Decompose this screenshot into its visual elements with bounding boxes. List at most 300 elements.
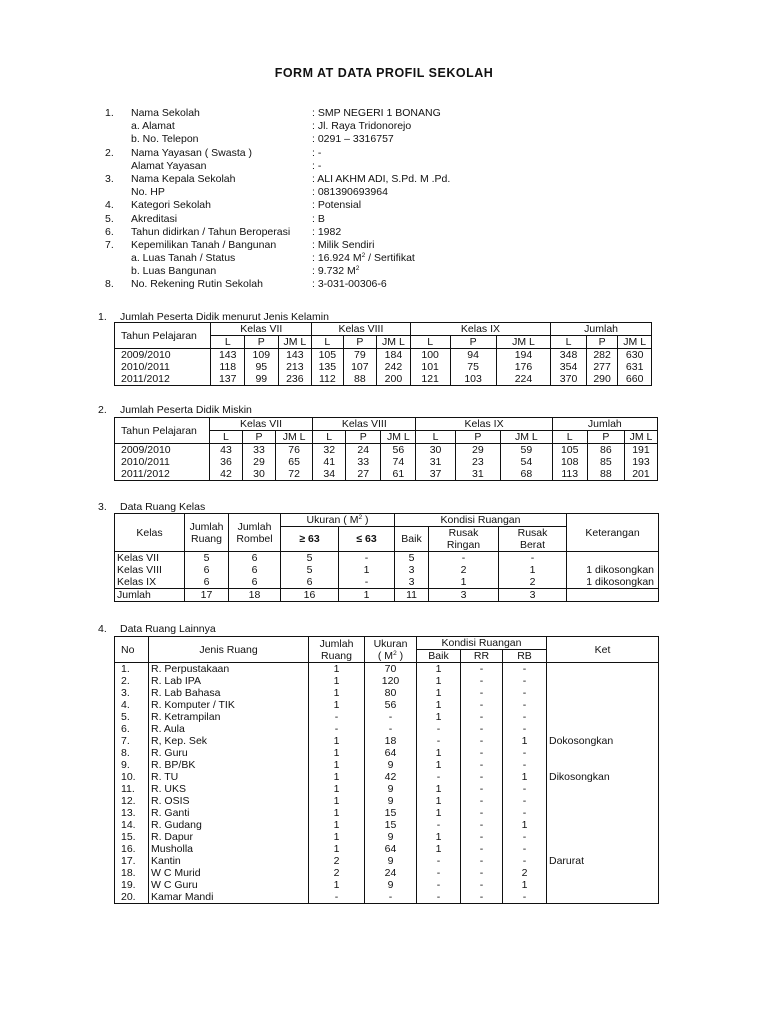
ket-header: Ket <box>547 637 659 663</box>
profile-value-text: : 9.732 M <box>312 265 356 278</box>
value-cell: 107 <box>343 361 377 373</box>
section-4-heading <box>98 623 216 635</box>
table-cell: R. Ketrampilan <box>149 711 309 723</box>
value-cell: 137 <box>211 373 245 386</box>
rusak-berat-header <box>499 527 567 552</box>
value-cell: 32 <box>313 444 346 457</box>
table-cell: 64 <box>365 747 417 759</box>
superscript: 2 <box>393 649 397 657</box>
table-cell: - <box>503 723 547 735</box>
value-cell: 135 <box>312 361 343 373</box>
section-title: Jumlah Peserta Didik Miskin <box>120 404 252 416</box>
table-cell: 5 <box>281 564 339 576</box>
table-cell: 18. <box>115 867 149 879</box>
table-cell: 16. <box>115 843 149 855</box>
table-cell: R. Komputer / TIK <box>149 699 309 711</box>
table-cell: 1 <box>503 879 547 891</box>
table-cell: 5 <box>395 552 429 565</box>
table-cell: 1 <box>417 747 461 759</box>
header-line: Ruang <box>191 532 222 545</box>
table-cell: - <box>339 576 395 589</box>
table-cell: 9 <box>365 831 417 843</box>
sub-header: P <box>455 431 500 444</box>
total-cell: 16 <box>281 589 339 602</box>
value-cell: 95 <box>245 361 279 373</box>
value-cell: 194 <box>496 349 551 362</box>
table-cell: - <box>365 723 417 735</box>
profile-value <box>312 160 321 173</box>
value-cell: 34 <box>313 468 346 481</box>
profile-number: 6. <box>105 225 114 238</box>
table-cell: - <box>365 891 417 904</box>
sub-header: JM L <box>624 431 657 444</box>
value-cell: 108 <box>552 456 587 468</box>
table-cell: - <box>461 747 503 759</box>
year-cell: 2010/2011 <box>115 361 211 373</box>
header-line: Jumlah <box>319 637 354 650</box>
profile-value-text: : 081390693964 <box>312 186 388 199</box>
profile-value-suffix: / Sertifikat <box>365 252 415 265</box>
value-cell: 184 <box>377 349 411 362</box>
sub-header: L <box>313 431 346 444</box>
value-cell: 24 <box>346 444 381 457</box>
profile-label: b. No. Telepon <box>131 133 199 146</box>
table-cell: 64 <box>365 843 417 855</box>
table-row <box>115 723 659 735</box>
table-cell <box>547 867 659 879</box>
table-cell: 1 dikosongkan <box>567 564 659 576</box>
table-cell: - <box>503 891 547 904</box>
group-header: Jumlah <box>552 418 657 431</box>
group-header: Kelas VII <box>211 323 312 336</box>
superscript: 2 <box>358 514 363 521</box>
value-cell: 75 <box>450 361 496 373</box>
table-cell: 15 <box>365 819 417 831</box>
sub-header: P <box>346 431 381 444</box>
value-cell: 236 <box>278 373 312 386</box>
table-cell: 1 <box>417 783 461 795</box>
value-cell: 121 <box>410 373 450 386</box>
table-cell: - <box>503 855 547 867</box>
table-cell: 1 <box>309 663 365 676</box>
table-cell: 2 <box>309 855 365 867</box>
table-cell <box>547 843 659 855</box>
table-cell: 9 <box>365 783 417 795</box>
group-header: Jumlah <box>551 323 652 336</box>
table-cell: - <box>461 711 503 723</box>
table-cell: - <box>461 663 503 676</box>
table-cell: 2. <box>115 675 149 687</box>
total-cell: 17 <box>185 589 229 602</box>
sub-header: P <box>245 336 279 349</box>
table-cell: 9 <box>365 855 417 867</box>
table-cell: Kelas VII <box>115 552 185 565</box>
value-cell: 68 <box>501 468 553 481</box>
table-row <box>115 699 659 711</box>
table-cell: - <box>417 855 461 867</box>
table-cell: 5. <box>115 711 149 723</box>
sub-header: JM L <box>278 336 312 349</box>
value-cell: 41 <box>313 456 346 468</box>
table-cell: 9 <box>365 879 417 891</box>
table-cell: Kelas VIII <box>115 564 185 576</box>
table-cell: Kelas IX <box>115 576 185 589</box>
table-cell: - <box>461 699 503 711</box>
profile-value <box>312 199 361 212</box>
superscript: 2 <box>361 252 366 260</box>
group-header: Kelas IX <box>410 323 551 336</box>
classroom-table <box>114 513 659 602</box>
table-cell: 17. <box>115 855 149 867</box>
profile-row <box>105 239 665 252</box>
table-cell: 1 <box>503 819 547 831</box>
table-cell: - <box>461 687 503 699</box>
value-cell: 31 <box>416 456 455 468</box>
table-cell: - <box>461 867 503 879</box>
table-cell: - <box>503 795 547 807</box>
group-header: Kelas VIII <box>313 418 416 431</box>
table-cell: 2 <box>309 867 365 879</box>
table-cell <box>547 687 659 699</box>
table-cell: Dokosongkan <box>547 735 659 747</box>
profile-value <box>312 239 374 252</box>
header-text: ) <box>396 649 404 662</box>
table-cell <box>567 552 659 565</box>
sub-header: P <box>242 431 275 444</box>
table-cell: 7. <box>115 735 149 747</box>
table-cell: 1. <box>115 663 149 676</box>
table-cell: - <box>503 843 547 855</box>
table-cell <box>547 747 659 759</box>
value-cell: 88 <box>343 373 377 386</box>
sub-header: JM L <box>381 431 416 444</box>
value-cell: 79 <box>343 349 377 362</box>
profile-value <box>312 265 359 278</box>
value-cell: 42 <box>209 468 242 481</box>
value-cell: 103 <box>450 373 496 386</box>
table-cell: - <box>503 747 547 759</box>
value-cell: 101 <box>410 361 450 373</box>
table-row <box>115 373 652 386</box>
table-cell: - <box>417 723 461 735</box>
value-cell: 30 <box>416 444 455 457</box>
table-cell: - <box>503 807 547 819</box>
table-cell: - <box>461 783 503 795</box>
table-cell: - <box>309 891 365 904</box>
table-row <box>115 759 659 771</box>
sub-header: JM L <box>377 336 411 349</box>
kelas-header: Kelas <box>115 514 185 552</box>
total-cell: 11 <box>395 589 429 602</box>
table-cell: 1 <box>309 819 365 831</box>
value-cell: 282 <box>586 349 617 362</box>
table-cell: 1 <box>417 807 461 819</box>
table-cell: 1 <box>417 687 461 699</box>
table-cell <box>547 891 659 904</box>
table-cell: 1 <box>309 879 365 891</box>
year-header: Tahun Pelajaran <box>115 418 210 444</box>
table-cell: 6 <box>229 552 281 565</box>
group-header: Kelas VIII <box>312 323 411 336</box>
table-row <box>115 468 658 481</box>
table-cell: - <box>461 831 503 843</box>
table-cell: R. Perpustakaan <box>149 663 309 676</box>
table-cell: Kantin <box>149 855 309 867</box>
table-row <box>115 831 659 843</box>
table-cell <box>547 831 659 843</box>
table-cell: 19. <box>115 879 149 891</box>
value-cell: 290 <box>586 373 617 386</box>
table-cell: - <box>461 759 503 771</box>
sub-header: L <box>312 336 343 349</box>
profile-value <box>312 226 341 239</box>
profile-value-text: : 1982 <box>312 225 342 238</box>
table-cell <box>547 699 659 711</box>
sub-header: L <box>209 431 242 444</box>
header-line: Jumlah <box>189 520 224 533</box>
table-cell: 1 <box>339 564 395 576</box>
table-cell: 1 <box>417 663 461 676</box>
table-cell: 1 <box>309 747 365 759</box>
sub-header: JM L <box>618 336 652 349</box>
baik-header: Baik <box>417 650 461 663</box>
table-cell: 24 <box>365 867 417 879</box>
table-cell: 8. <box>115 747 149 759</box>
table-cell: R. Lab IPA <box>149 675 309 687</box>
table-cell: Dikosongkan <box>547 771 659 783</box>
value-cell: 113 <box>552 468 587 481</box>
profile-value-text: : Milik Sendiri <box>312 238 375 251</box>
year-header: Tahun Pelajaran <box>115 323 211 349</box>
table-cell: W C Guru <box>149 879 309 891</box>
profile-number: 8. <box>105 278 114 291</box>
total-cell: 1 <box>339 589 395 602</box>
table-cell: 6 <box>229 576 281 589</box>
table-cell: 1 <box>309 831 365 843</box>
profile-value-text: : B <box>312 212 325 225</box>
profile-row <box>105 133 665 146</box>
header-line: Rusak <box>517 527 548 539</box>
value-cell: 143 <box>278 349 312 362</box>
profile-number: 2. <box>105 146 114 159</box>
profile-label: Nama Kepala Sekolah <box>131 172 236 185</box>
value-cell: 660 <box>618 373 652 386</box>
value-cell: 354 <box>551 361 587 373</box>
profile-row <box>105 120 665 133</box>
table-cell: 5 <box>281 552 339 565</box>
value-cell: 27 <box>346 468 381 481</box>
sub-header: JM L <box>496 336 551 349</box>
group-header: Kelas VII <box>209 418 312 431</box>
profile-number: 3. <box>105 172 114 185</box>
profile-row <box>105 278 665 291</box>
value-cell: 23 <box>455 456 500 468</box>
table-cell: 13. <box>115 807 149 819</box>
jumlah-rombel-header <box>229 514 281 552</box>
table-cell: - <box>417 819 461 831</box>
table-cell: - <box>461 879 503 891</box>
table-row <box>115 349 652 362</box>
table-cell: 1 <box>417 843 461 855</box>
ukuran-le63-header: ≤ 63 <box>339 527 395 552</box>
ukuran-header <box>281 514 395 527</box>
value-cell: 105 <box>552 444 587 457</box>
table-cell: 1 <box>309 735 365 747</box>
value-cell: 99 <box>245 373 279 386</box>
total-cell: 3 <box>499 589 567 602</box>
table-cell: R. Aula <box>149 723 309 735</box>
table-cell: 1 dikosongkan <box>567 576 659 589</box>
value-cell: 200 <box>377 373 411 386</box>
header-line: Rusak <box>448 527 479 539</box>
table-cell: - <box>499 552 567 565</box>
profile-value <box>312 173 450 186</box>
superscript: 2 <box>355 265 360 273</box>
table-cell: 5 <box>185 552 229 565</box>
table-cell: - <box>503 687 547 699</box>
table-row <box>115 735 659 747</box>
table-cell: 6 <box>229 564 281 576</box>
ukuran-ge63-header: ≥ 63 <box>281 527 339 552</box>
profile-label: Akreditasi <box>131 212 178 225</box>
table-cell: 10. <box>115 771 149 783</box>
value-cell: 105 <box>312 349 343 362</box>
header-text: Ukuran ( M <box>306 514 359 526</box>
rb-header: RB <box>503 650 547 663</box>
table-cell: - <box>461 771 503 783</box>
table-cell: - <box>503 711 547 723</box>
table-cell: 15 <box>365 807 417 819</box>
table-cell: R. Dapur <box>149 831 309 843</box>
table-cell: 14. <box>115 819 149 831</box>
profile-value-text: : - <box>312 159 322 172</box>
section-title: Data Ruang Kelas <box>120 501 206 513</box>
table-cell: Kamar Mandi <box>149 891 309 904</box>
profile-label: No. HP <box>131 186 165 199</box>
value-cell: 630 <box>618 349 652 362</box>
no-header: No <box>115 637 149 663</box>
table-cell: 42 <box>365 771 417 783</box>
profile-value <box>312 133 394 146</box>
table-cell: R. Lab Bahasa <box>149 687 309 699</box>
ukuran-header <box>365 637 417 663</box>
baik-header: Baik <box>395 527 429 552</box>
sub-header: JM L <box>276 431 313 444</box>
profile-label: Alamat Yayasan <box>131 159 207 172</box>
value-cell: 242 <box>377 361 411 373</box>
table-cell <box>547 759 659 771</box>
profile-value <box>312 147 321 160</box>
value-cell: 224 <box>496 373 551 386</box>
profile-label: Kepemilikan Tanah / Bangunan <box>131 238 277 251</box>
table-row <box>115 552 659 565</box>
table-row <box>115 456 658 468</box>
profile-row <box>105 186 665 199</box>
table-cell: 20. <box>115 891 149 904</box>
profile-value <box>312 186 388 199</box>
table-row <box>115 855 659 867</box>
table-cell: - <box>461 795 503 807</box>
value-cell: 59 <box>501 444 553 457</box>
table-cell: Musholla <box>149 843 309 855</box>
table-cell: 1 <box>309 687 365 699</box>
table-cell: 6. <box>115 723 149 735</box>
value-cell: 631 <box>618 361 652 373</box>
table-row <box>115 843 659 855</box>
profile-row <box>105 252 665 265</box>
table-cell: R. Gudang <box>149 819 309 831</box>
table-cell: - <box>339 552 395 565</box>
table-cell: R. Guru <box>149 747 309 759</box>
profile-label: b. Luas Bangunan <box>131 265 217 278</box>
value-cell: 100 <box>410 349 450 362</box>
other-rooms-table <box>114 636 659 904</box>
table-cell: 11. <box>115 783 149 795</box>
value-cell: 72 <box>276 468 313 481</box>
table-cell <box>547 723 659 735</box>
value-cell: 76 <box>276 444 313 457</box>
profile-number: 1. <box>105 107 114 119</box>
table-cell: - <box>461 891 503 904</box>
section-number: 2. <box>98 404 107 416</box>
table-row <box>115 819 659 831</box>
kondisi-header: Kondisi Ruangan <box>417 637 547 650</box>
table-cell <box>547 675 659 687</box>
table-cell: 1 <box>309 699 365 711</box>
sub-header: JM L <box>501 431 553 444</box>
value-cell: 213 <box>278 361 312 373</box>
year-cell: 2011/2012 <box>115 468 210 481</box>
table-cell: R, Kep. Sek <box>149 735 309 747</box>
table-cell: 1 <box>309 843 365 855</box>
profile-value <box>312 252 415 265</box>
sub-header: L <box>551 336 587 349</box>
table-cell: - <box>461 855 503 867</box>
header-line: Ringan <box>446 539 481 551</box>
section-2-heading <box>98 404 252 416</box>
profile-value-text: : SMP NEGERI 1 BONANG <box>312 107 441 119</box>
table-cell: 1 <box>503 771 547 783</box>
table-cell: - <box>503 759 547 771</box>
table-cell: 1 <box>503 735 547 747</box>
table-cell: Darurat <box>547 855 659 867</box>
table-cell: - <box>461 819 503 831</box>
table-cell: 2 <box>503 867 547 879</box>
table-cell: 9. <box>115 759 149 771</box>
table-cell: 1 <box>417 711 461 723</box>
table-cell: 1 <box>417 699 461 711</box>
table-cell: - <box>461 723 503 735</box>
total-cell: 3 <box>429 589 499 602</box>
table-cell: R. BP/BK <box>149 759 309 771</box>
profile-row <box>105 226 665 239</box>
rusak-ringan-header <box>429 527 499 552</box>
group-header: Kelas IX <box>416 418 552 431</box>
profile-value <box>312 120 411 133</box>
value-cell: 74 <box>381 456 416 468</box>
table-row <box>115 867 659 879</box>
table-row <box>115 807 659 819</box>
profile-label: Nama Sekolah <box>131 107 200 119</box>
table-cell: 1 <box>309 675 365 687</box>
value-cell: 54 <box>501 456 553 468</box>
header-line: Berat <box>519 539 546 551</box>
profile-row <box>105 173 665 186</box>
table-cell: R. OSIS <box>149 795 309 807</box>
table-row <box>115 711 659 723</box>
profile-number: 5. <box>105 212 114 225</box>
table-cell: 3 <box>395 564 429 576</box>
